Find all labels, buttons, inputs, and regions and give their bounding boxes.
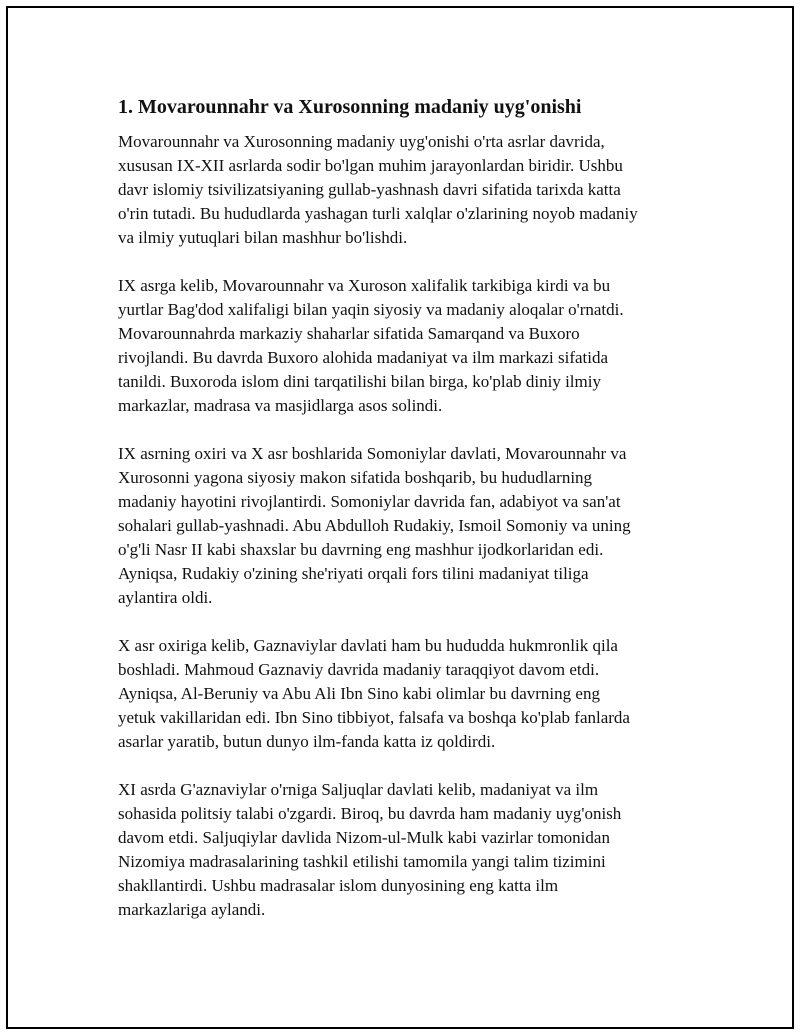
text-line: markazlar, madrasa va masjidlarga asos solindi.	[118, 396, 443, 415]
text-line: sohalari gullab-yashnadi. Abu Abdulloh Rudakiy, Ismoil Somoniy va uning	[118, 516, 631, 535]
paragraph-2	[118, 274, 698, 418]
text-line: boshladi. Mahmoud Gaznaviy davrida madaniy taraqqiyot davom etdi.	[118, 660, 600, 679]
text-line: madaniy hayotini rivojlantirdi. Somoniylar davrida fan, adabiyot va san'at	[118, 492, 621, 511]
text-line: shakllantirdi. Ushbu madrasalar islom dunyosining eng katta ilm	[118, 876, 559, 895]
text-line: rivojlandi. Bu davrda Buxoro alohida madaniyat va ilm markazi sifatida	[118, 348, 609, 367]
paragraph-3	[118, 442, 698, 610]
text-line: asarlar yaratib, butun dunyo ilm-fanda katta iz qoldirdi.	[118, 732, 496, 751]
text-line: Ayniqsa, Rudakiy o'zining she'riyati orqali fors tilini madaniyat tiliga	[118, 564, 589, 583]
text-line: XI asrda G'aznaviylar o'rniga Saljuqlar davlati kelib, madaniyat va ilm	[118, 780, 599, 799]
text-line: tanildi. Buxoroda islom dini tarqatilishi bilan birga, ko'plab diniy ilmiy	[118, 372, 601, 391]
text-line: IX asrga kelib, Movarounnahr va Xuroson xalifalik tarkibiga kirdi va bu	[118, 276, 611, 295]
paragraph-1	[118, 130, 698, 250]
text-line: Movarounnahrda markaziy shaharlar sifatida Samarqand va Buxoro	[118, 324, 580, 343]
text-line: yetuk vakillaridan edi. Ibn Sino tibbiyot, falsafa va boshqa ko'plab fanlarda	[118, 708, 630, 727]
text-line: Nizomiya madrasalarining tashkil etilishi tamomila yangi talim tizimini	[118, 852, 606, 871]
text-line: IX asrning oxiri va X asr boshlarida Somoniylar davlati, Movarounnahr va	[118, 444, 627, 463]
text-line: aylantira oldi.	[118, 588, 213, 607]
text-line: xususan IX-XII asrlarda sodir bo'lgan muhim jarayonlardan biridir. Ushbu	[118, 156, 623, 175]
text-line: Movarounnahr va Xurosonning madaniy uyg'onishi o'rta asrlar davrida,	[118, 132, 605, 151]
document-body	[118, 92, 698, 946]
text-line: Xurosonni yagona siyosiy makon sifatida boshqarib, bu hududlarning	[118, 468, 593, 487]
paragraph-5	[118, 778, 698, 922]
section-title: 1. Movarounnahr va Xurosonning madaniy uyg'onishi	[118, 96, 582, 118]
text-line: davom etdi. Saljuqiylar davlida Nizom-ul-Mulk kabi vazirlar tomonidan	[118, 828, 610, 847]
text-line: sohasida politsiy talabi o'zgardi. Biroq, bu davrda ham madaniy uyg'onish	[118, 804, 622, 823]
text-line: o'g'li Nasr II kabi shaxslar bu davrning eng mashhur ijodkorlaridan edi.	[118, 540, 604, 559]
text-line: davr islomiy tsivilizatsiyaning gullab-yashnash davri sifatida tarixda katta	[118, 180, 621, 199]
text-line: o'rin tutadi. Bu hududlarda yashagan turli xalqlar o'zlarining noyob madaniy	[118, 204, 638, 223]
text-line: X asr oxiriga kelib, Gaznaviylar davlati ham bu hududda hukmronlik qila	[118, 636, 618, 655]
paragraph-4	[118, 634, 698, 754]
text-line: markazlariga aylandi.	[118, 900, 266, 919]
text-line: va ilmiy yutuqlari bilan mashhur bo'lishdi.	[118, 228, 408, 247]
text-line: yurtlar Bag'dod xalifaligi bilan yaqin siyosiy va madaniy aloqalar o'rnatdi.	[118, 300, 624, 319]
text-line: Ayniqsa, Al-Beruniy va Abu Ali Ibn Sino kabi olimlar bu davrning eng	[118, 684, 600, 703]
